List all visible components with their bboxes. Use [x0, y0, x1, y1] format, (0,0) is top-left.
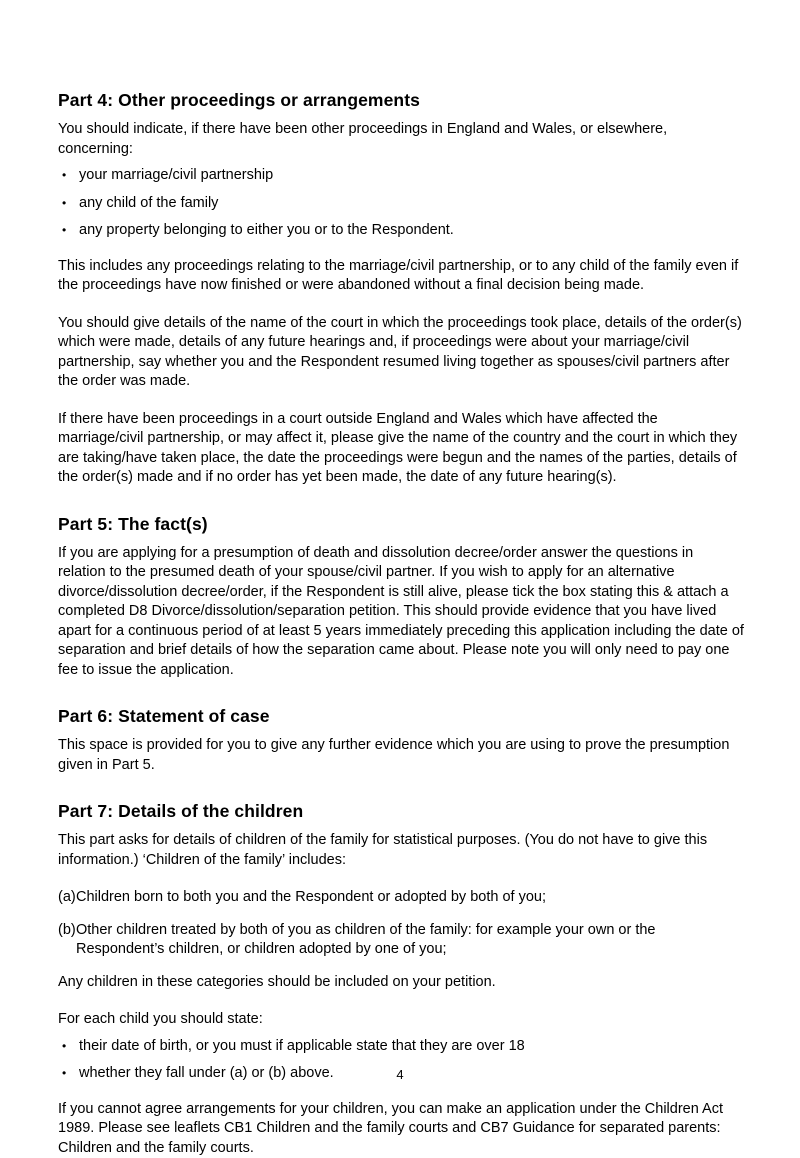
- part4-intro: You should indicate, if there have been other proceedings in England and Wales, or elsewhere, concerning:: [58, 120, 744, 159]
- bullet-icon: •: [58, 194, 79, 214]
- part4-paragraph-2: You should give details of the name of the court in which the proceedings took place, details of the order(s) which were made, details of any future hearings and, if proceedings were about your marriage/civil partnership, say whether you and the Respondent resumed living together as spouses/civil partners after the order was made.: [58, 314, 744, 392]
- list-item: [58, 194, 744, 214]
- part6-heading: Part 6: Statement of case: [58, 706, 744, 727]
- list-item: [58, 221, 744, 241]
- list-item-b: [58, 921, 744, 960]
- bullet-icon: •: [58, 166, 79, 186]
- part7-paragraph-3: If you cannot agree arrangements for your children, you can make an application under the Children Act 1989. Please see leaflets CB1 Children and the family courts and CB7 Guidance for separated parents: Children and the family courts.: [58, 1100, 744, 1158]
- item-label: (b): [58, 921, 76, 941]
- part4-paragraph-1: This includes any proceedings relating to the marriage/civil partnership, or to any child of the family even if the proceedings have now finished or were abandoned without a final decision being made.: [58, 257, 744, 296]
- item-text: Children born to both you and the Respondent or adopted by both of you;: [76, 888, 744, 908]
- bullet-icon: •: [58, 1037, 79, 1057]
- bullet-icon: •: [58, 221, 79, 241]
- part7-paragraph-2: For each child you should state:: [58, 1010, 744, 1030]
- bullet-text: your marriage/civil partnership: [79, 166, 744, 186]
- bullet-text: any property belonging to either you or to the Respondent.: [79, 221, 744, 241]
- part4-bullet-list: [58, 166, 744, 241]
- bullet-text: any child of the family: [79, 194, 744, 214]
- bullet-text: whether they fall under (a) or (b) above.: [79, 1064, 744, 1084]
- item-label: (a): [58, 888, 76, 908]
- section-part6: [58, 706, 744, 775]
- part7-paragraph-1: Any children in these categories should be included on your petition.: [58, 973, 744, 993]
- section-part4: [58, 90, 744, 488]
- section-part7: [58, 801, 744, 1158]
- part7-heading: Part 7: Details of the children: [58, 801, 744, 822]
- part5-heading: Part 5: The fact(s): [58, 514, 744, 535]
- part7-intro: This part asks for details of children of the family for statistical purposes. (You do not have to give this information.) ‘Children of the family’ includes:: [58, 831, 744, 870]
- part5-paragraph-1: If you are applying for a presumption of death and dissolution decree/order answer the questions in relation to the presumed death of your spouse/civil partner. If you wish to apply for an alternative divorce/dissolution decree/order, if the Respondent is still alive, please tick the box stating this & attach a completed D8 Divorce/dissolution/separation petition. This should provide evidence that you have lived apart for a continuous period of at least 5 years immediately preceding this application including the date of separation and brief details of how the separation came about. Please note you will only need to pay one fee to issue the application.: [58, 544, 744, 681]
- section-part5: [58, 514, 744, 681]
- list-item: [58, 1037, 744, 1057]
- list-item: [58, 166, 744, 186]
- bullet-icon: •: [58, 1064, 79, 1084]
- part4-heading: Part 4: Other proceedings or arrangements: [58, 90, 744, 111]
- part4-paragraph-3: If there have been proceedings in a court outside England and Wales which have affected the marriage/civil partnership, or may affect it, please give the name of the country and the court in which they are taking/have taken place, the date the proceedings were begun and the names of the parties, details of the order(s) made and if no order has yet been made, the date of any future hearing(s).: [58, 410, 744, 488]
- list-item-a: [58, 888, 744, 908]
- bullet-text: their date of birth, or you must if applicable state that they are over 18: [79, 1037, 744, 1057]
- item-text: Other children treated by both of you as children of the family: for example your own or the Respondent’s children, or children adopted by one of you;: [76, 921, 744, 960]
- page-number: 4: [0, 1067, 800, 1082]
- part6-paragraph-1: This space is provided for you to give any further evidence which you are using to prove the presumption given in Part 5.: [58, 736, 744, 775]
